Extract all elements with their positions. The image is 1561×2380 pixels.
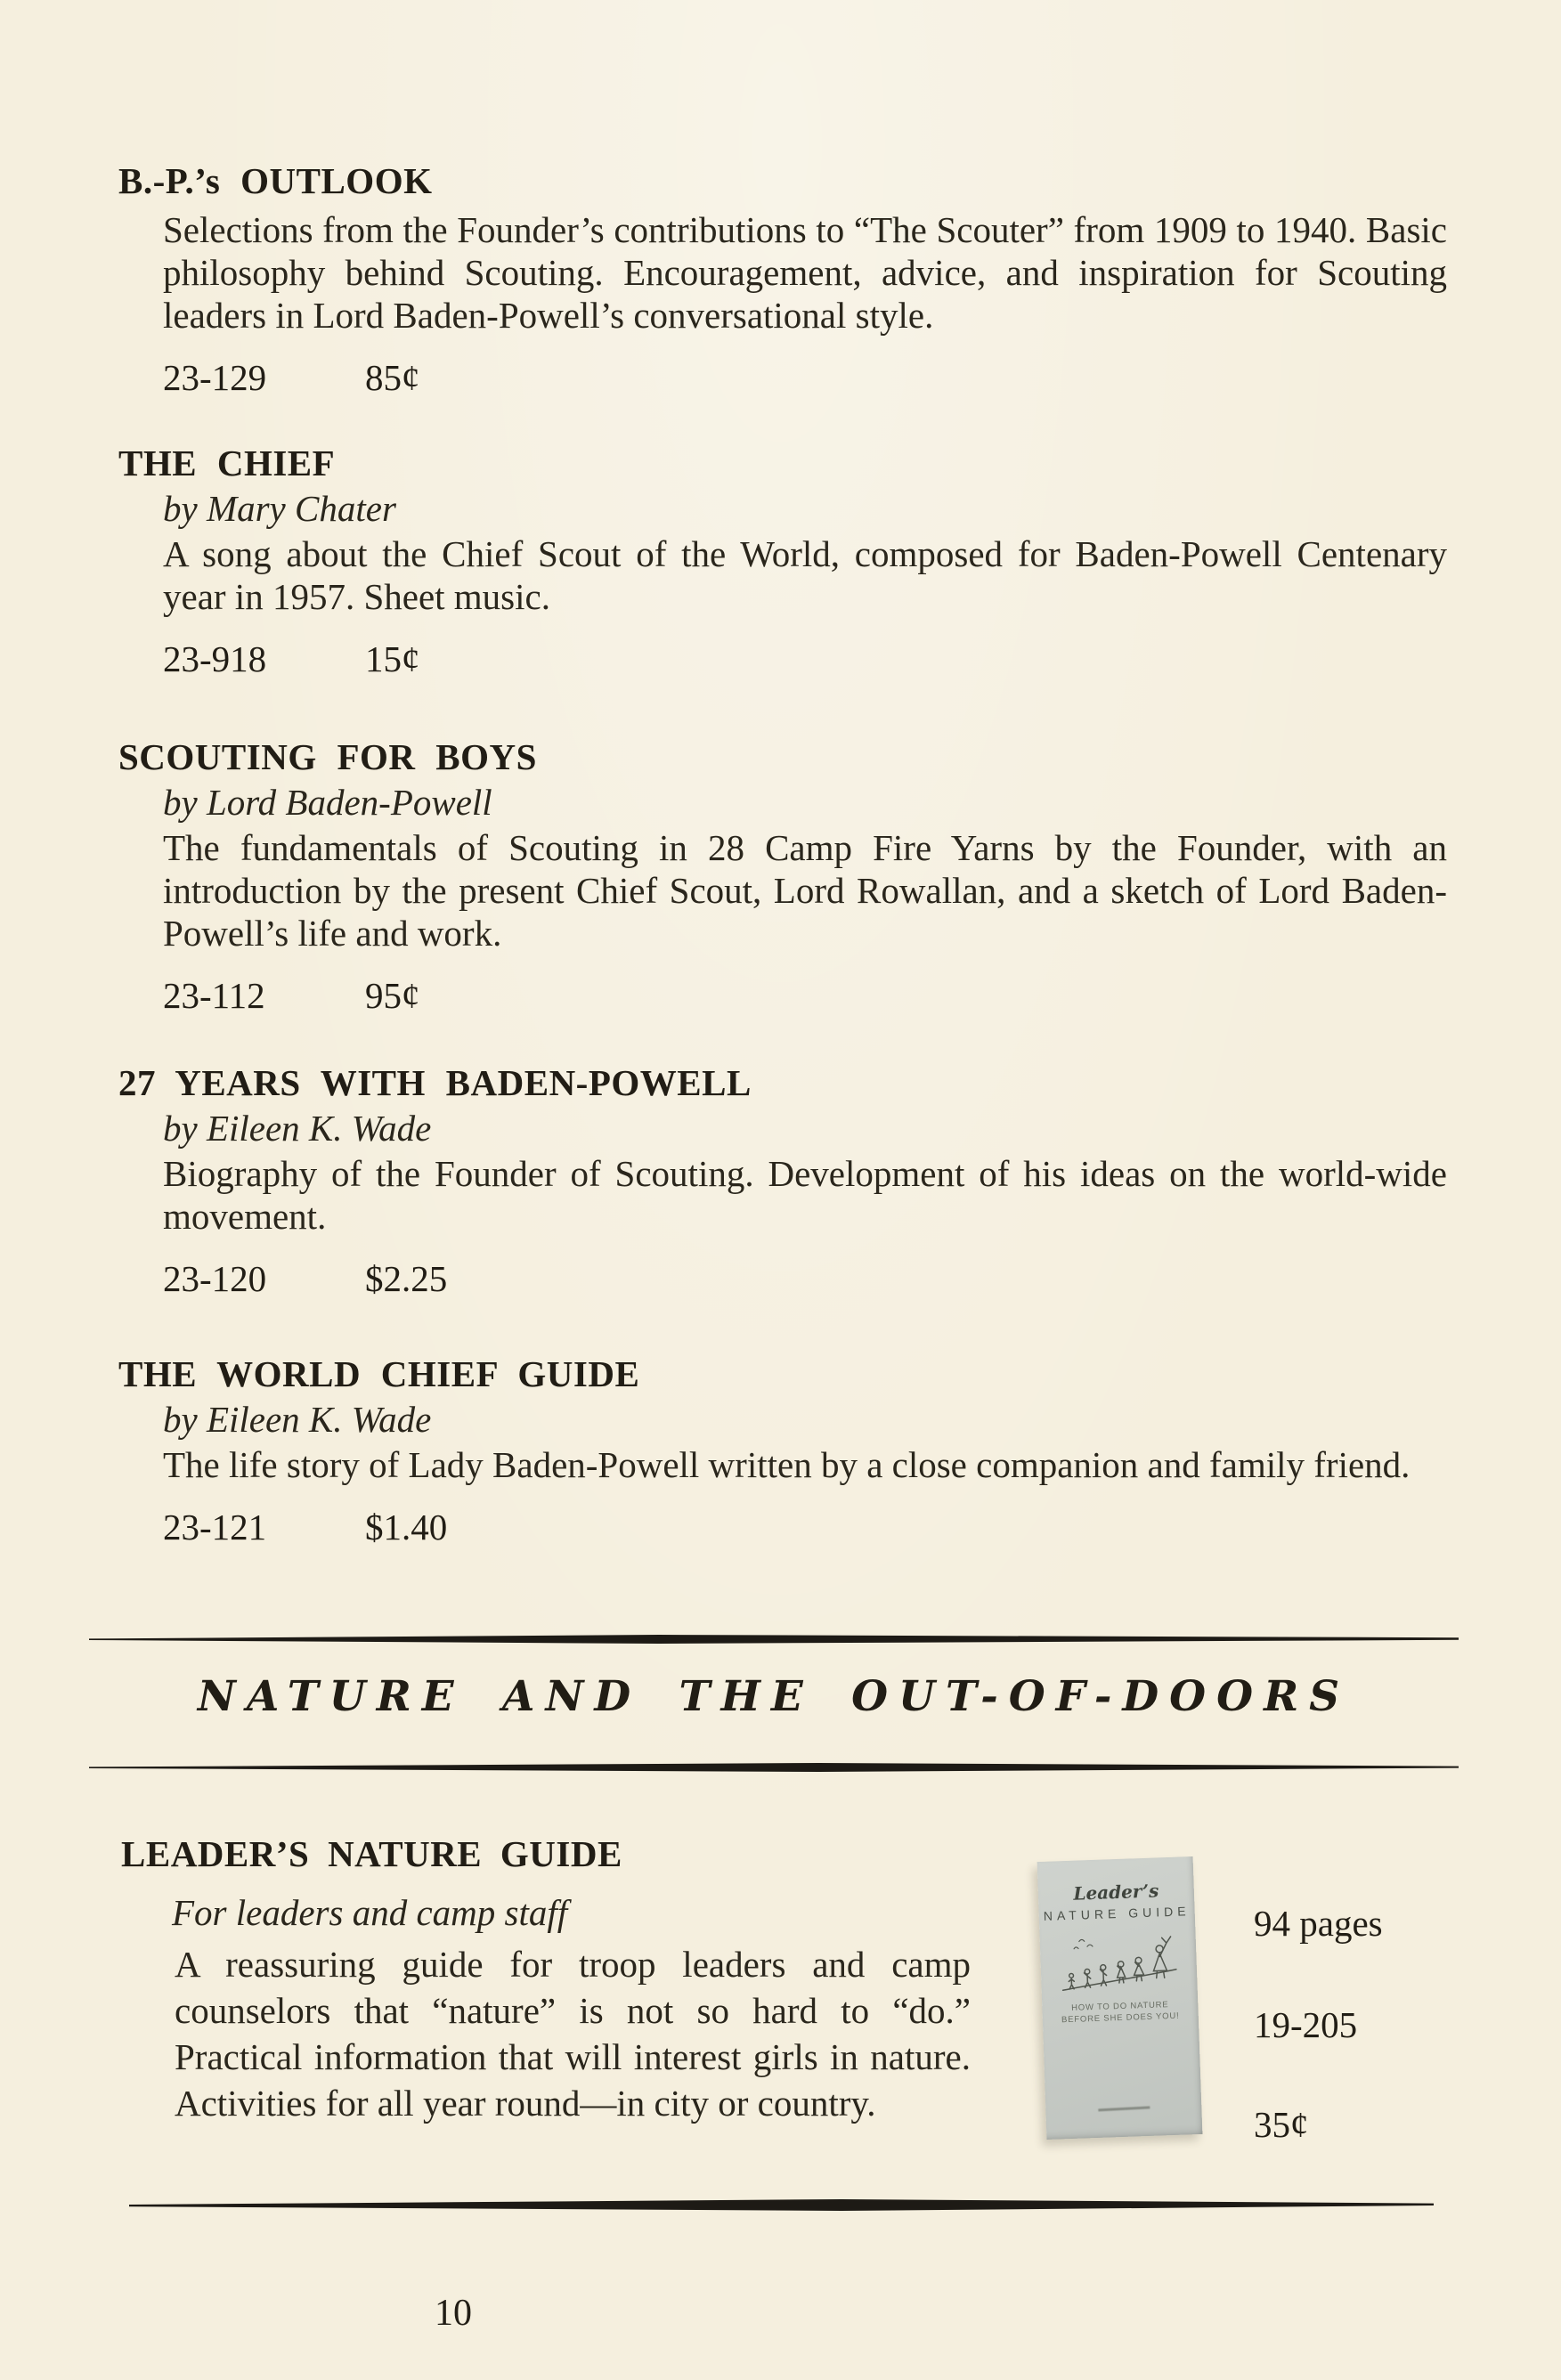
price: $1.40 — [365, 1507, 448, 1547]
book-title: LEADER’S NATURE GUIDE — [121, 1833, 622, 1874]
price: 35¢ — [1254, 2104, 1309, 2145]
price: 95¢ — [365, 975, 420, 1016]
book-author: by Mary Chater — [163, 488, 396, 529]
catalog-number: 23-129 — [163, 357, 267, 398]
cover-author-byline-illegible — [1098, 2106, 1150, 2111]
book-entry — [118, 1061, 1454, 1300]
book-subtitle: For leaders and camp staff — [172, 1892, 568, 1933]
page-number: 10 — [435, 2293, 472, 2334]
book-entry — [118, 159, 1454, 399]
featured-book-entry — [121, 1832, 1012, 2126]
swelled-rule-footer — [129, 2199, 1434, 2212]
price-row — [163, 356, 1454, 399]
cover-script-title: Leader’s — [1072, 1880, 1159, 1905]
catalog-number: 23-121 — [163, 1507, 267, 1547]
cover-title: NATURE GUIDE — [1043, 1904, 1191, 1923]
book-author: by Lord Baden-Powell — [163, 782, 492, 823]
book-title: 27 YEARS WITH BADEN-POWELL — [118, 1062, 752, 1103]
book-cover-leaders-nature-guide — [1037, 1856, 1203, 2140]
book-title: B.-P.’s OUTLOOK — [118, 160, 433, 201]
catalog-number: 23-120 — [163, 1258, 267, 1299]
book-description: Selections from the Founder’s contributions to “The Scouter” from 1909 to 1940. Basic philosophy behind Scouting. Encouragement, advice, and inspiration for Scouting leaders in Lord Baden-Powell’s conversational style. — [163, 209, 1447, 336]
book-entry — [118, 1352, 1454, 1548]
book-author: by Eileen K. Wade — [163, 1399, 432, 1440]
catalog-number: 23-112 — [163, 975, 265, 1016]
book-description: The life story of Lady Baden-Powell written by a close companion and family friend. — [163, 1444, 1411, 1485]
book-author: by Eileen K. Wade — [163, 1108, 432, 1149]
price-row — [163, 974, 1454, 1017]
book-entry — [118, 442, 1454, 680]
price-row — [163, 1506, 1454, 1548]
cover-tagline: HOW TO DO NATURE BEFORE SHE DOES YOU! — [1061, 2000, 1180, 2026]
section-title: NATURE AND THE OUT-OF-DOORS — [197, 1672, 1351, 1721]
catalog-number: 23-918 — [163, 638, 267, 679]
book-description: A song about the Chief Scout of the World, composed for Baden-Powell Centenary year in 1957. Sheet music. — [163, 533, 1447, 617]
price: $2.25 — [365, 1258, 448, 1299]
cover-illustration-hikers-icon — [1055, 1924, 1183, 2002]
swelled-rule-top — [89, 1635, 1459, 1644]
page-count: 94 pages — [1254, 1903, 1383, 1944]
book-description: Biography of the Founder of Scouting. Development of his ideas on the world-wide movement. — [163, 1153, 1447, 1237]
book-title: THE WORLD CHIEF GUIDE — [118, 1353, 640, 1394]
price: 85¢ — [365, 357, 420, 398]
price-row — [163, 638, 1454, 680]
catalog-number: 19-205 — [1254, 2004, 1358, 2045]
swelled-rule-bottom — [89, 1763, 1459, 1772]
book-entry — [118, 735, 1454, 1017]
price-row — [163, 1257, 1454, 1300]
price: 15¢ — [365, 638, 420, 679]
book-description: A reassuring guide for troop leaders and camp counselors that “nature” is not so hard to “do.” Practical information that will interest girls in nature. Activities for all year round—in city or country. — [175, 1944, 971, 2124]
book-description: The fundamentals of Scouting in 28 Camp Fire Yarns by the Founder, with an introduction by the present Chief Scout, Lord Rowallan, and a sketch of Lord Baden-Powell’s life and work. — [163, 827, 1447, 954]
section-divider — [89, 1635, 1459, 1772]
book-title: THE CHIEF — [118, 443, 336, 483]
book-title: SCOUTING FOR BOYS — [118, 736, 537, 777]
